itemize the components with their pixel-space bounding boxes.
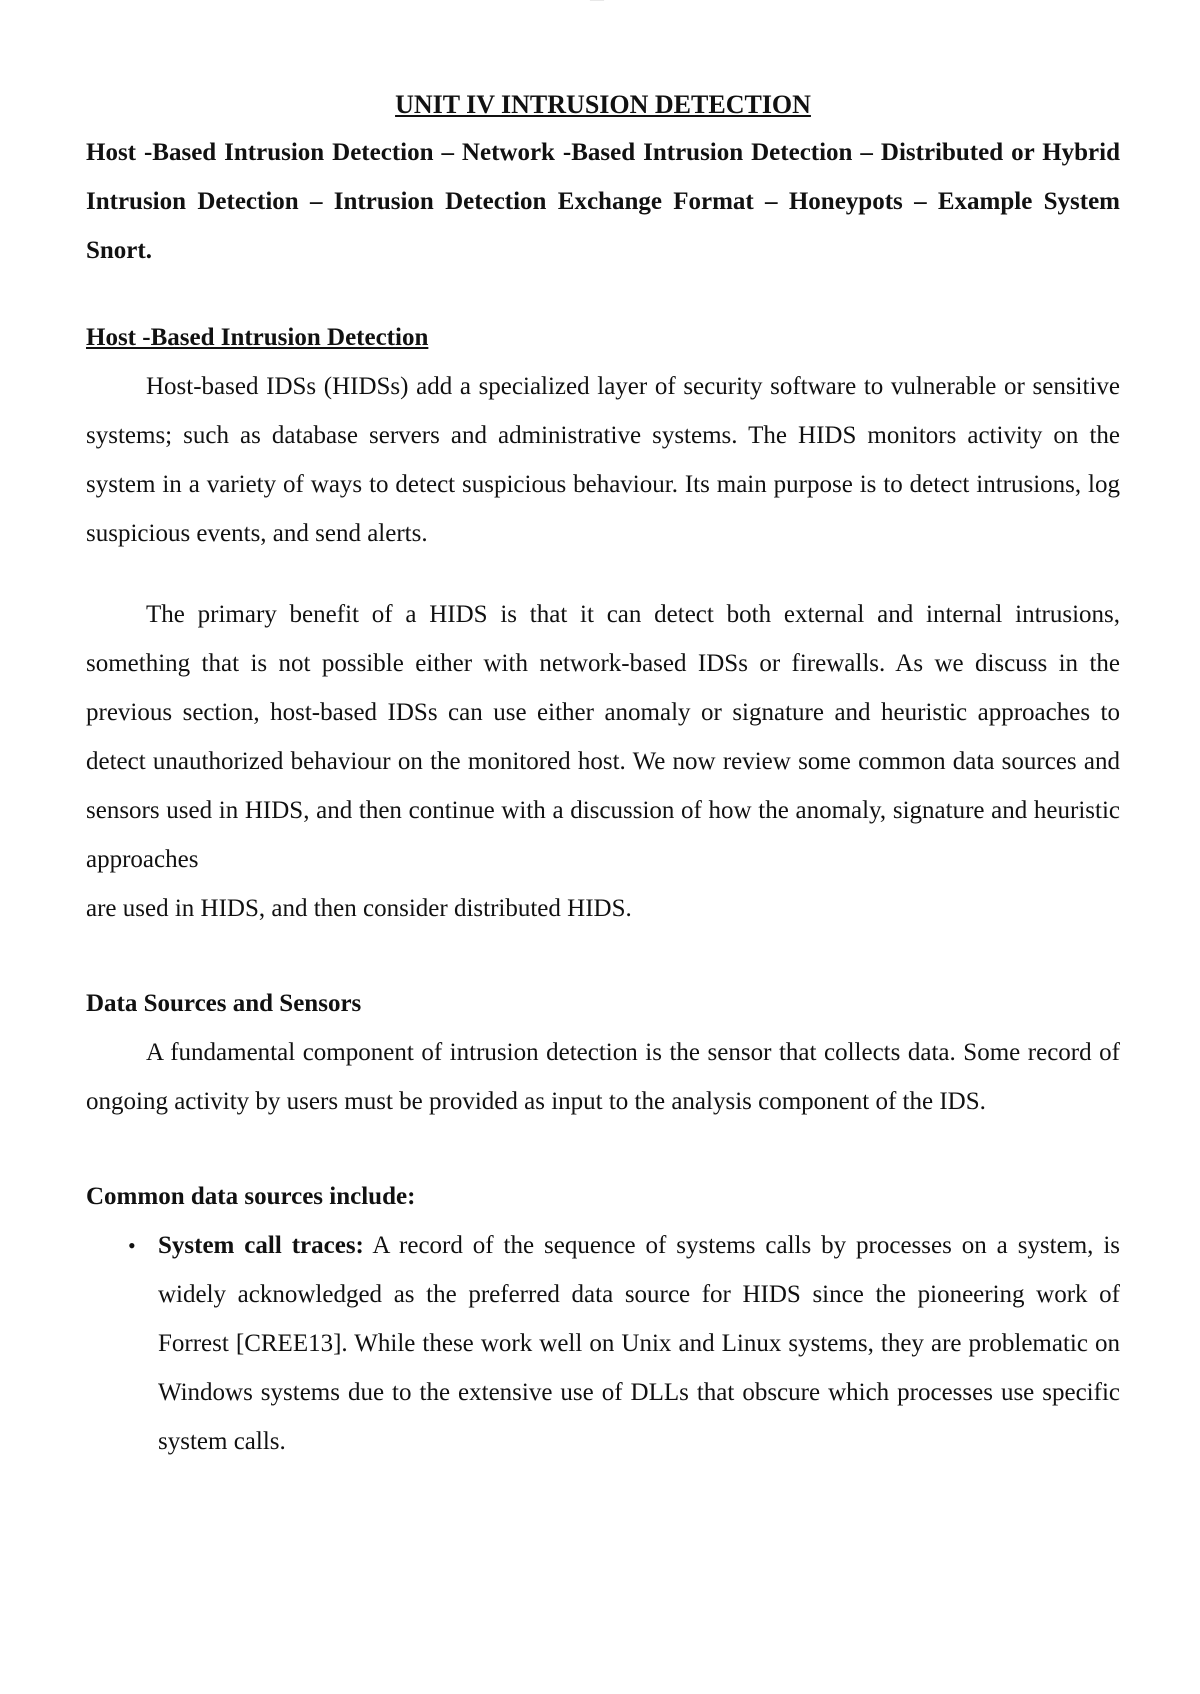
list-item-term: System call traces: [158,1232,364,1259]
page-top-mark [590,0,604,8]
paragraph-hids-benefit-tail: are used in HIDS, and then consider distributed HIDS. [86,895,632,922]
bullet-icon: • [128,1233,136,1258]
paragraph-data-sources: A fundamental component of intrusion detection is the sensor that collects data. Some record of ongoing activity by users must be provided as input to the analysis component of the IDS. [86,1039,1120,1115]
page-content [86,82,1120,1466]
list-item-system-call-traces [128,1221,1120,1466]
paragraph-hids-benefit: The primary benefit of a HIDS is that it can detect both external and internal intrusions, something that is not possible either with network-based IDSs or firewalls. As we discuss in the previous section, host-based IDSs can use either anomaly or signature and heuristic approaches to detect unauthorized behaviour on the monitored host. We now review some common data sources and sensors used in HIDS, and then continue with a discussion of how the anomaly, signature and heuristic approaches [86,601,1120,873]
section-heading-host-based: Host -Based Intrusion Detection [86,324,429,351]
unit-title: UNIT IV INTRUSION DETECTION [395,90,811,119]
list-item-text: A record of the sequence of systems calls by processes on a system, is widely acknowledged as the preferred data source for HIDS since the pioneering work of Forrest [CREE13]. While these work well on Unix and Linux systems, they are problematic on Windows systems due to the extensive use of DLLs that obscure which processes use specific system calls. [158,1232,1120,1455]
unit-syllabus: Host -Based Intrusion Detection – Network -Based Intrusion Detection – Distributed or Hybrid Intrusion Detection – Intrusion Detection Exchange Format – Honeypots – Example System Snort. [86,139,1120,264]
section-heading-common-sources: Common data sources include: [86,1183,416,1210]
common-sources-list [86,1221,1120,1466]
paragraph-hids-intro: Host-based IDSs (HIDSs) add a specialized layer of security software to vulnerable or sensitive systems; such as database servers and administrative systems. The HIDS monitors activity on the system in a variety of ways to detect suspicious behaviour. Its main purpose is to detect intrusions, log suspicious events, and send alerts. [86,373,1120,547]
section-heading-data-sources: Data Sources and Sensors [86,990,362,1017]
